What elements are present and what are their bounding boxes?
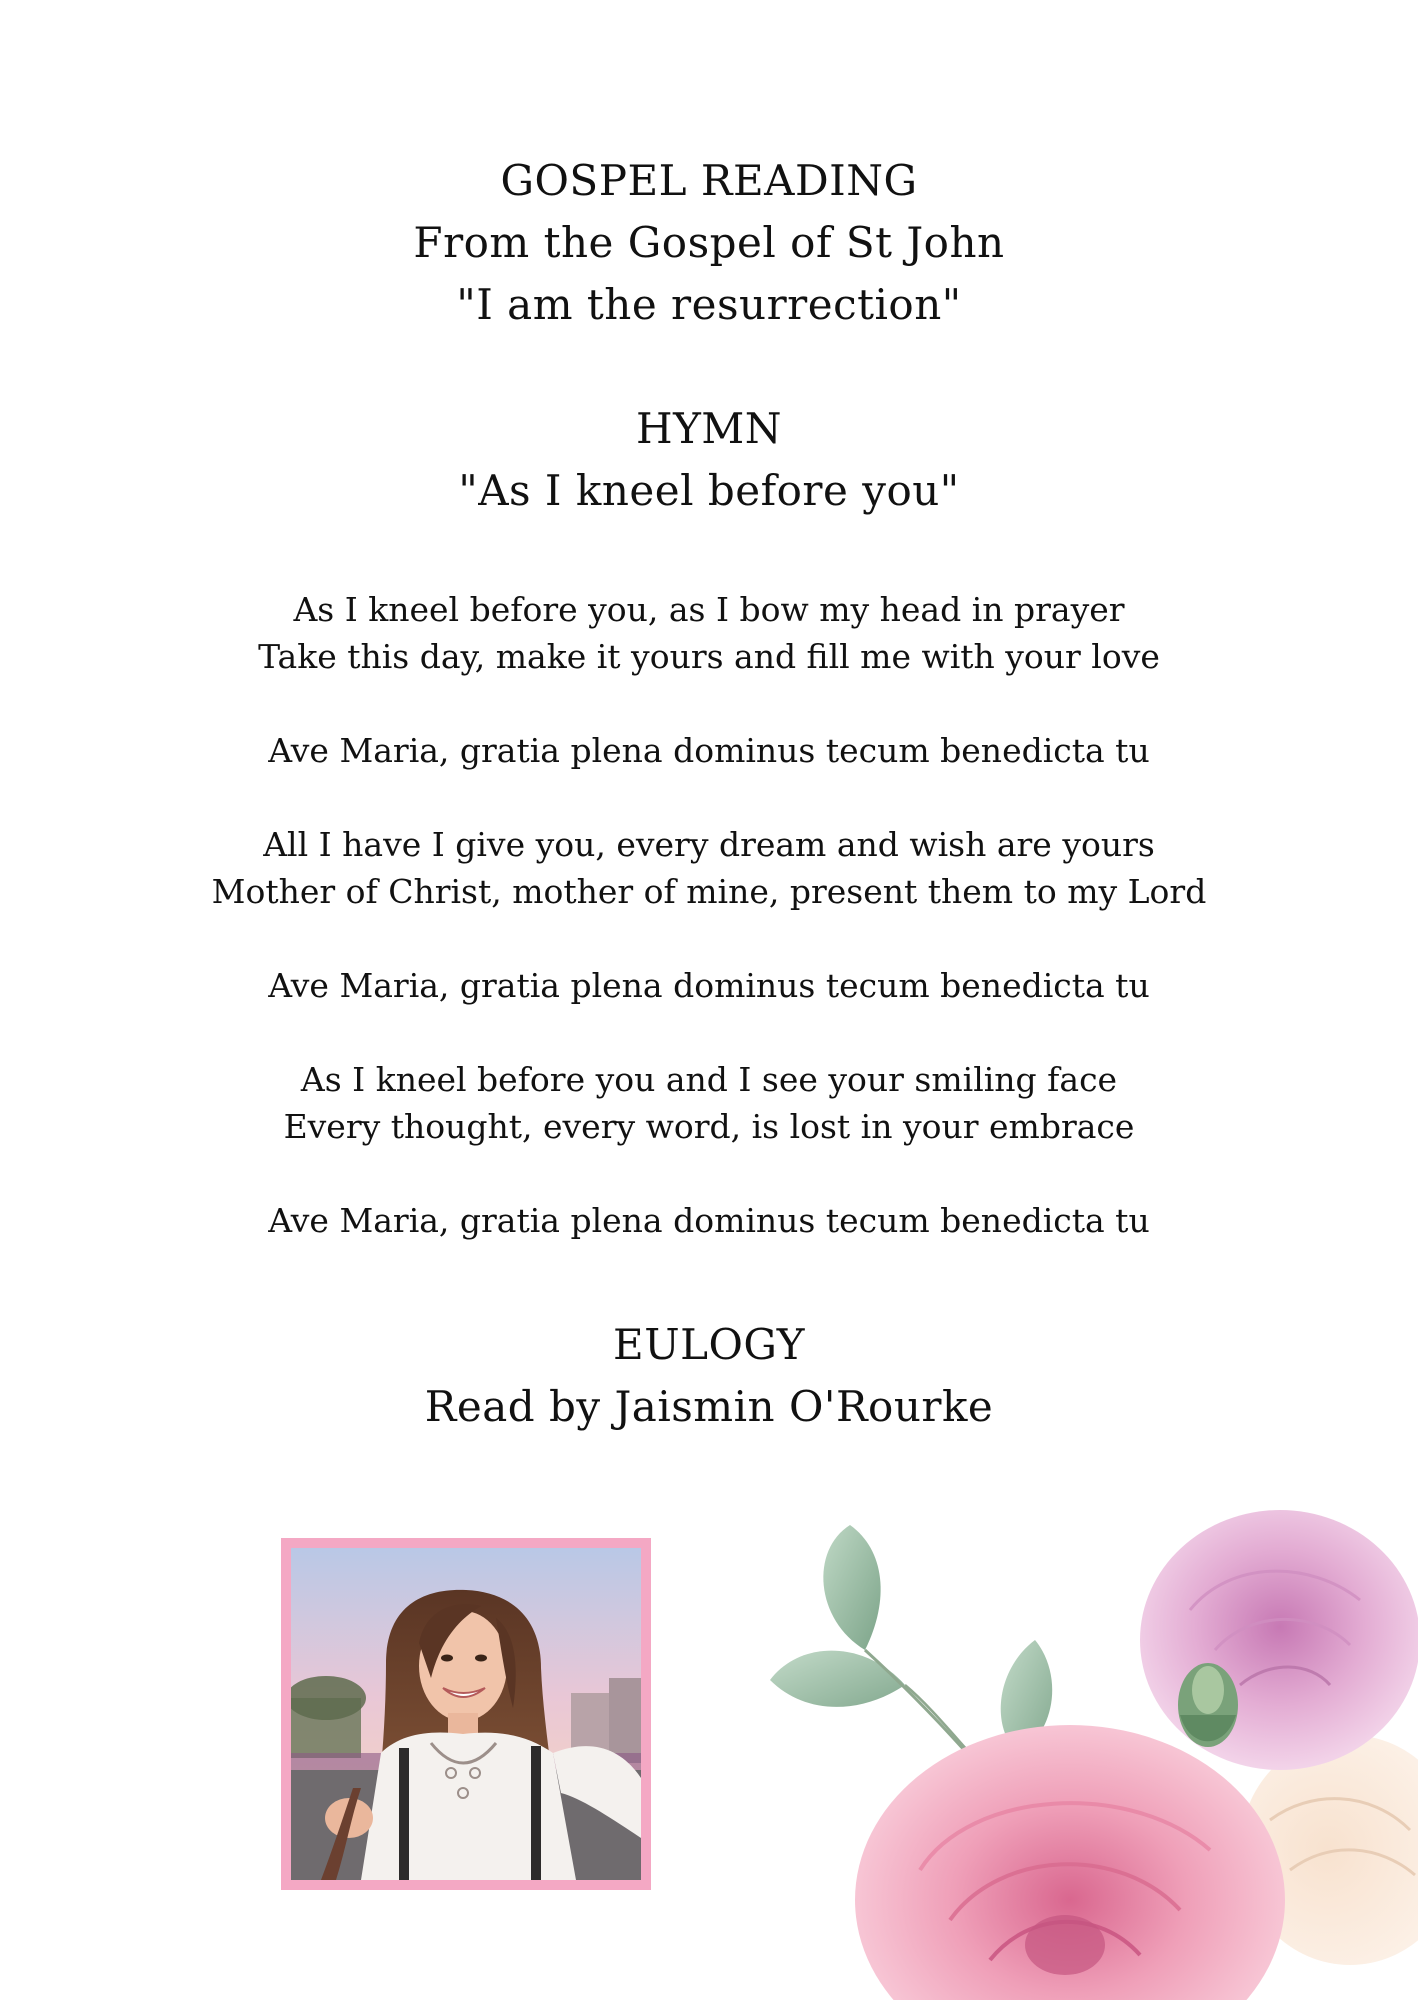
- lyric-refrain: Ave Maria, gratia plena dominus tecum benedicta tu: [268, 731, 1150, 770]
- portrait-photo: [291, 1548, 641, 1880]
- eulogy-reader: Read by Jaismin O'Rourke: [424, 1382, 994, 1431]
- gospel-title: GOSPEL READING: [500, 156, 918, 205]
- lyric-line: All I have I give you, every dream and wish are yours: [263, 825, 1155, 864]
- hymn-name: "As I kneel before you": [458, 466, 960, 515]
- portrait-frame: [281, 1538, 651, 1890]
- lyric-line: As I kneel before you, as I bow my head in prayer: [293, 590, 1125, 629]
- hymn-section: [0, 398, 1418, 522]
- lyric-line: As I kneel before you and I see your smiling face: [300, 1060, 1118, 1099]
- eulogy-section: [0, 1314, 1418, 1438]
- gospel-quote: "I am the resurrection": [456, 280, 962, 329]
- eulogy-title: EULOGY: [613, 1320, 805, 1369]
- hymn-lyrics: [0, 586, 1418, 1244]
- lyric-refrain: Ave Maria, gratia plena dominus tecum benedicta tu: [268, 1201, 1150, 1240]
- lyric-refrain: Ave Maria, gratia plena dominus tecum benedicta tu: [268, 966, 1150, 1005]
- lyric-line: Mother of Christ, mother of mine, present them to my Lord: [211, 872, 1207, 911]
- hymn-title: HYMN: [635, 404, 783, 453]
- watercolor-roses: [770, 1490, 1418, 2000]
- lyric-line: Every thought, every word, is lost in your embrace: [283, 1107, 1135, 1146]
- gospel-section: [0, 150, 1418, 336]
- gospel-source: From the Gospel of St John: [413, 218, 1005, 267]
- lyric-line: Take this day, make it yours and fill me with your love: [258, 637, 1160, 676]
